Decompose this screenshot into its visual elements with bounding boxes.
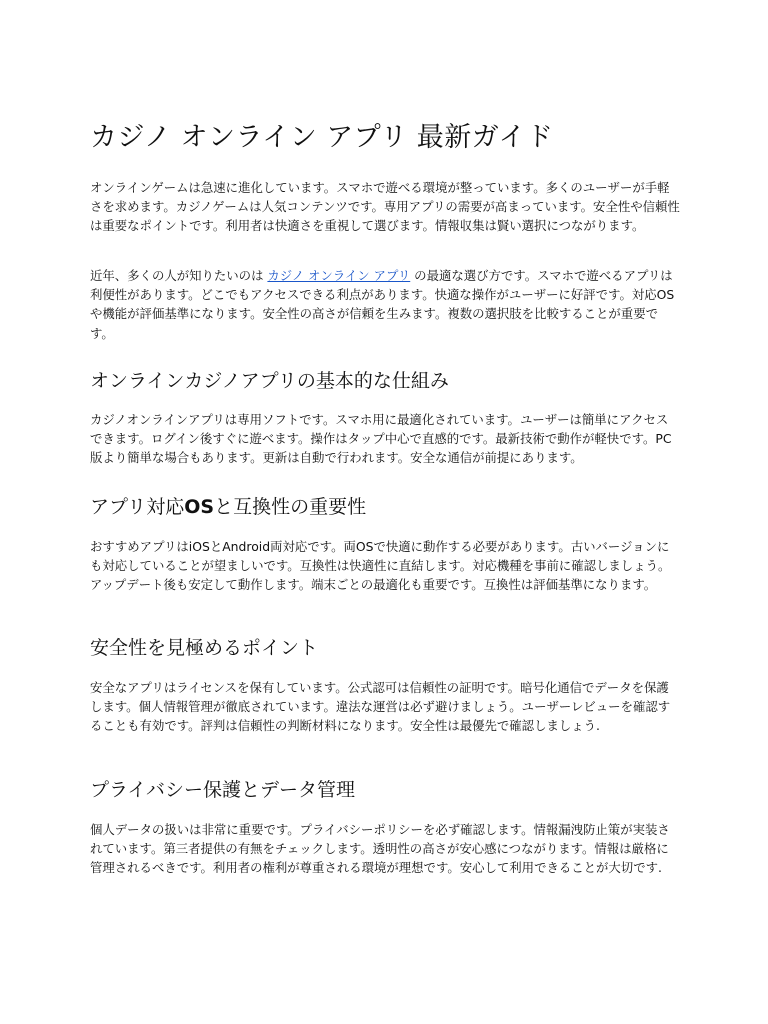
intro-paragraph: オンラインゲームは急速に進化しています。スマホで遊べる環境が整っています。多くのユーザーが手軽さを求めます。カジノゲームは人気コンテンツです。専用アプリの需要が高まっています。安全性や信頼性は重要なポイントです。利用者は快適さを重視して選びます。情報収集は賢い選択につながります。 (90, 180, 680, 234)
section-heading-safety: 安全性を見極めるポイント (90, 637, 319, 659)
section-heading-os-post: と互換性の重要性 (214, 496, 367, 518)
section-heading-os-bold: OS (184, 496, 215, 518)
section-heading-basics: オンラインカジノアプリの基本的な仕組み (90, 370, 449, 392)
link-paragraph-after: の最適な選び方です。スマホで遊べるアプリは利便性があります。どこでもアクセスできる利点があります。快適な操作がユーザーに好評です。対応OSや機能が評価基準になります。安全性の高さが信頼を生みます。複数の選択肢を比較することが重要です。 (90, 268, 675, 341)
keyword-link[interactable]: カジノ オンライン アプリ (267, 268, 411, 283)
link-paragraph (90, 266, 680, 343)
section-heading-os (90, 493, 366, 521)
section-body-safety: 安全なアプリはライセンスを保有しています。公式認可は信頼性の証明です。暗号化通信でデータを保護します。個人情報管理が徹底されています。違法な運営は必ず避けましょう。ユーザーレビューを確認することも有効です。評判は信頼性の判断材料になります。安全性は最優先で確認しましょう. (90, 680, 671, 734)
section-heading-privacy: プライバシー保護とデータ管理 (90, 779, 356, 801)
section-body-privacy: 個人データの扱いは非常に重要です。プライバシーポリシーを必ず確認します。情報漏洩防止策が実装されています。第三者提供の有無をチェックします。透明性の高さが安心感につながります。情報は厳格に管理されるべきです。利用者の権利が尊重される環境が理想です。安心して利用できることが大切です. (90, 822, 670, 876)
page-title: カジノ オンライン アプリ 最新ガイド (90, 122, 554, 153)
section-body-os: おすすめアプリはiOSとAndroid両対応です。両OSで快適に動作する必要があります。古いバージョンにも対応していることが望ましいです。互換性は快適性に直結します。対応機種を事前に確認しましょう。アップデート後も安定して動作します。端末ごとの最適化も重要です。互換性は評価基準になります。 (90, 539, 671, 593)
section-body-basics: カジノオンラインアプリは専用ソフトです。スマホ用に最適化されています。ユーザーは簡単にアクセスできます。ログイン後すぐに遊べます。操作はタップ中心で直感的です。最新技術で動作が軽快です。PC版より簡単な場合もあります。更新は自動で行われます。安全な通信が前提にあります。 (90, 412, 672, 466)
link-paragraph-before: 近年、多くの人が知りたいのは (90, 268, 268, 283)
section-heading-os-pre: アプリ対応 (90, 496, 185, 518)
